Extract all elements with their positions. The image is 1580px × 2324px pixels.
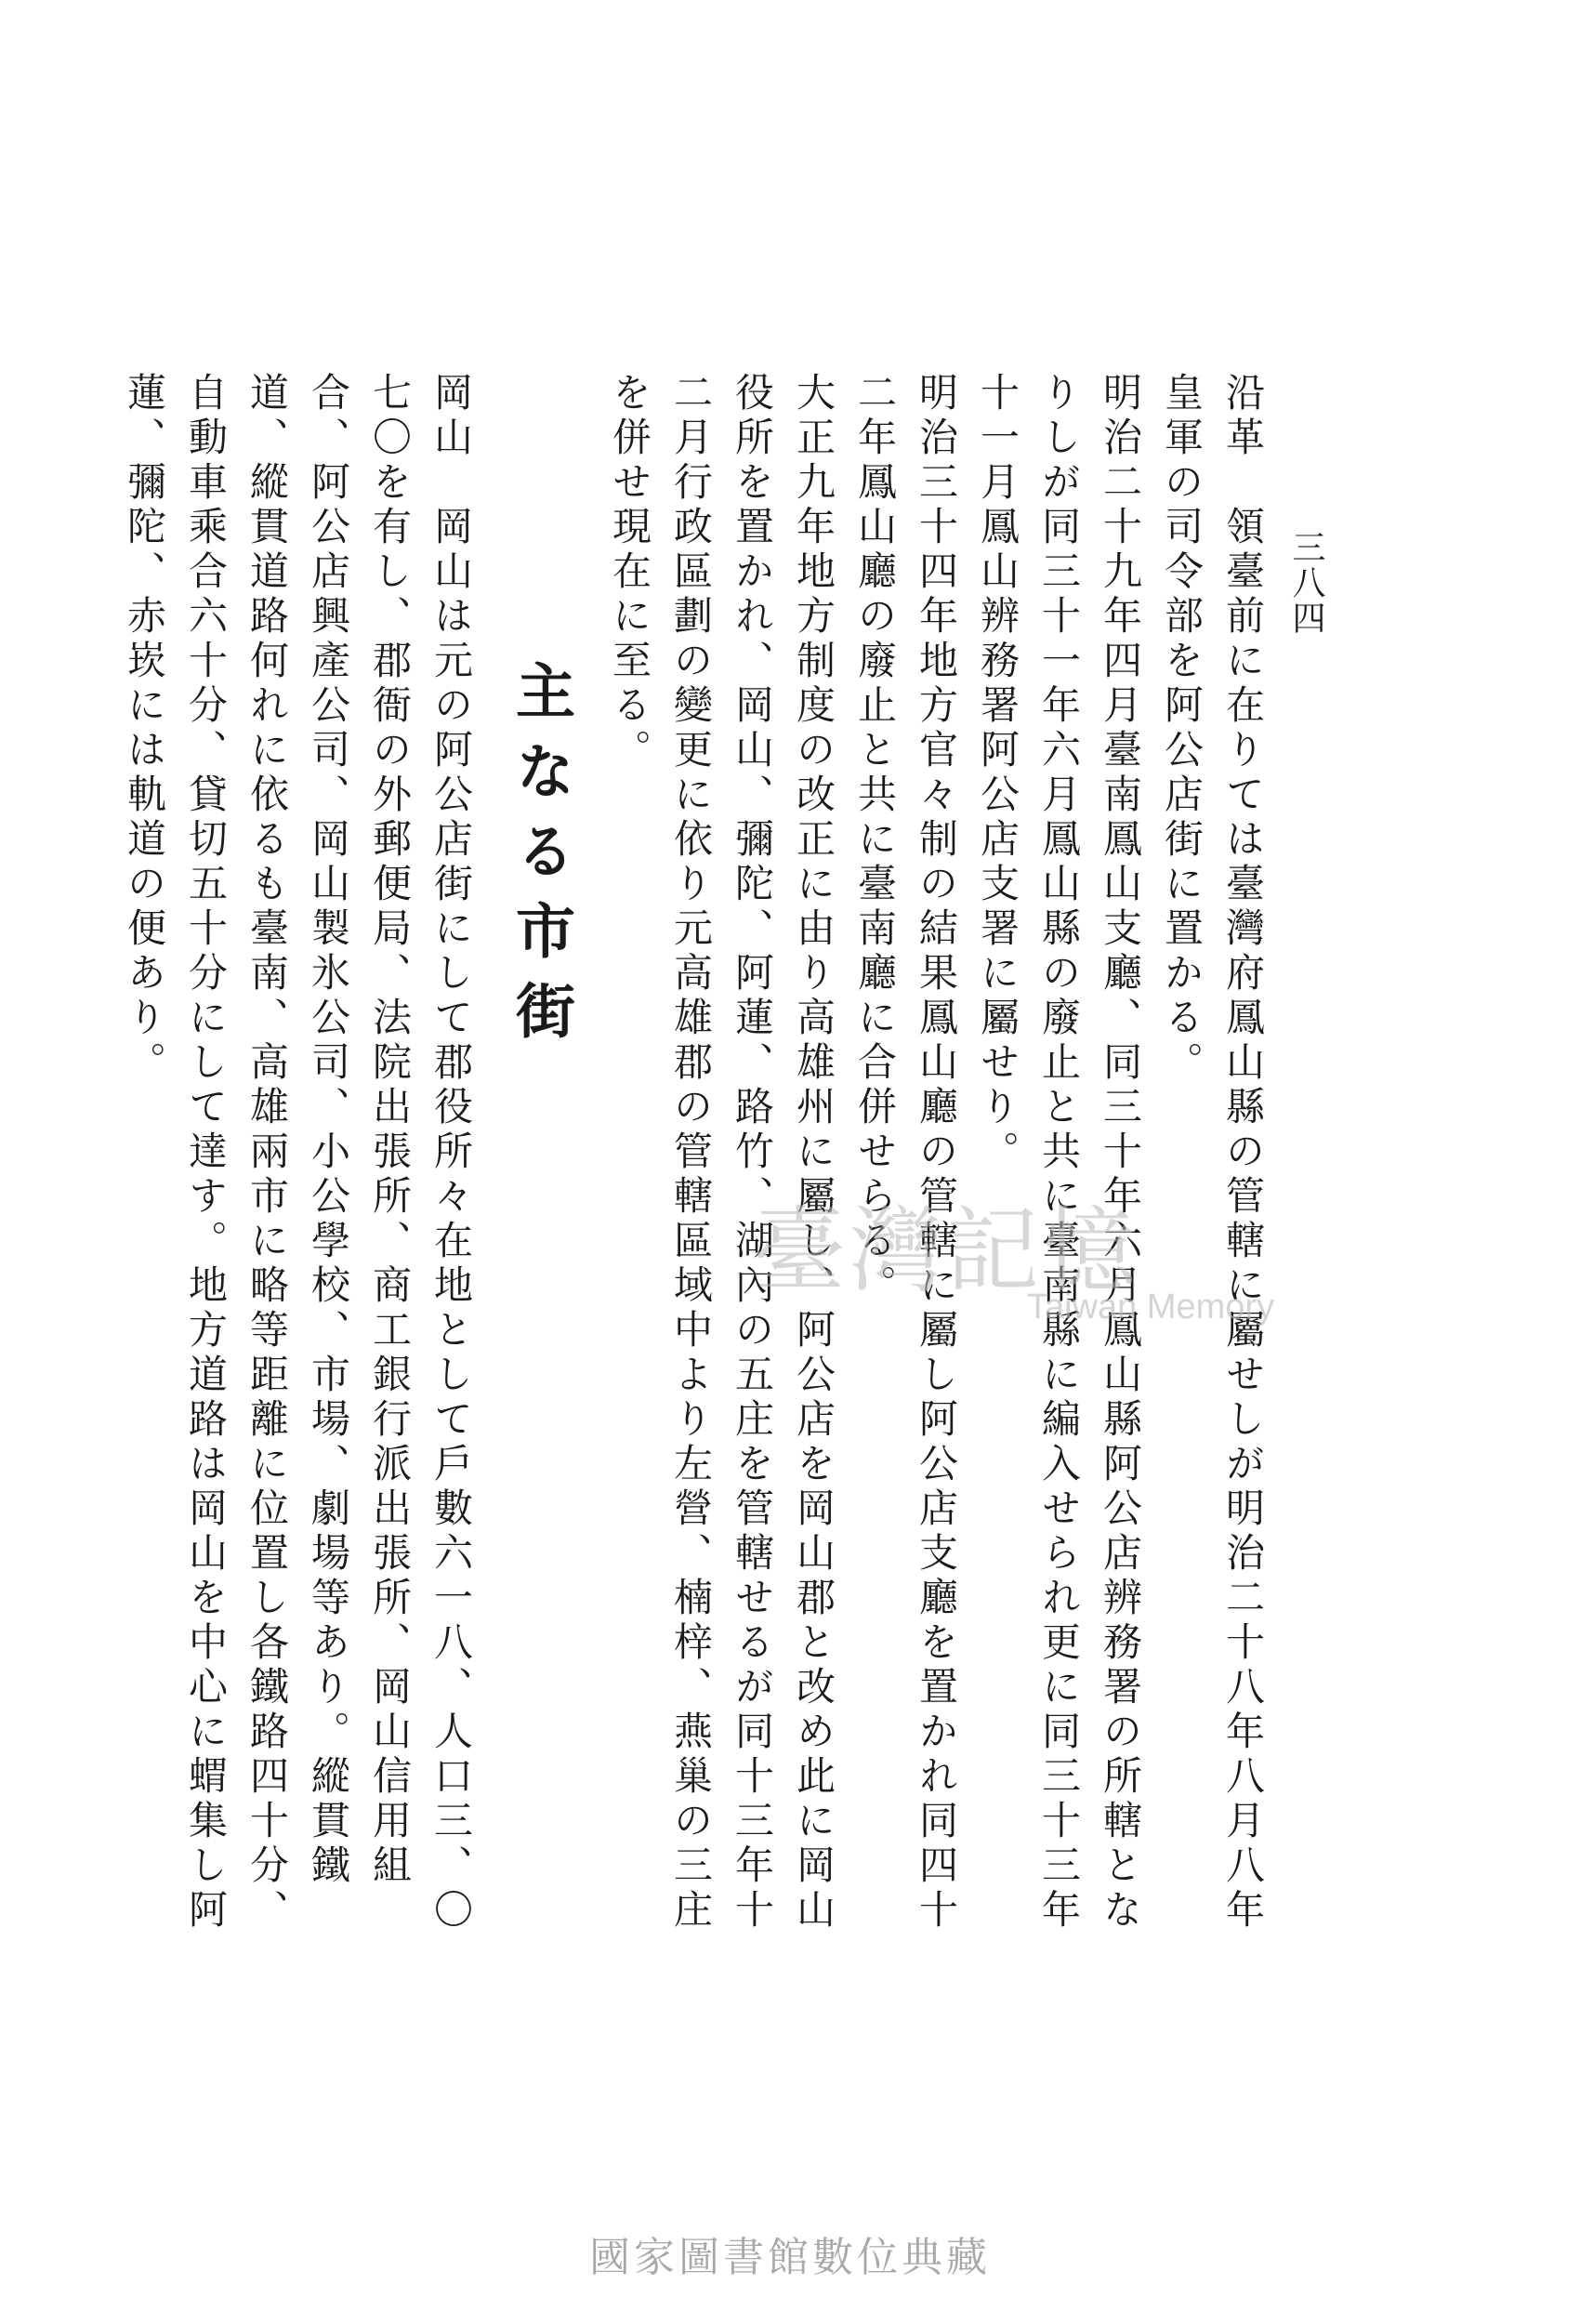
paragraph-history: 沿革 領臺前に在りては臺灣府鳳山縣の管轄に屬せしが明治二十八年八月八年皇軍の司令部を阿公店街に置かる。 bbox=[1159, 372, 1266, 1934]
watermark-subtitle: Taiwan Memory bbox=[1027, 1287, 1275, 1327]
page-number: 三八四 bbox=[1287, 530, 1325, 636]
paragraph-taisho-9: 大正九年地方制度の改正に由り高雄州に屬し、阿公店を岡山郡と改め此に岡山役所を置かれ、岡山、彌陀、阿蓮、路竹、湖內の五庄を管轄せるが同十三年十二月行政區劃の變更に依り元高雄郡の管轄區域中より左營、楠梓、燕巢の三庄を併せ現在に至る。 bbox=[607, 372, 836, 1934]
section-heading: 主なる市街 bbox=[506, 660, 575, 1060]
footer-collection-label: 國家圖書館數位典藏 bbox=[589, 2234, 991, 2281]
paragraph-meiji-34: 明治三十四年地方官々制の結果鳳山廳の管轄に屬し阿公店支廳を置かれ同四十二年鳳山廳の廢止と共に臺南廳に合併せらる。 bbox=[852, 372, 959, 1934]
watermark-logo: 臺灣記憶 bbox=[753, 1196, 1139, 1305]
paragraph-meiji-29: 明治二十九年四月臺南鳳山支廳、同三十年六月鳳山縣阿公店辨務署の所轄となりしが同三十一年六月鳳山縣の廢止と共に臺南縣に編入せられ更に同三十三年十一月鳳山辨務署阿公店支署に屬せり。 bbox=[975, 372, 1143, 1934]
body-text bbox=[122, 372, 1273, 1934]
paragraph-okayama: 岡山 岡山は元の阿公店街にして郡役所々在地として戶數六一八、人口三、〇七〇を有し、郡衙の外郵便局、法院出張所、商工銀行派出張所、岡山信用組合、阿公店興產公司、岡山製氷公司、小公學校、市場、劇場等あり。縱貫鐵道、縱貫道路何れに依るも臺南、高雄兩市に略等距離に位置し各鐵路四十分、自動車乘合六十分、貸切五十分にして達す。地方道路は岡山を中心に蝟集し阿蓮、彌陀、赤崁には軌道の便あり。 bbox=[122, 372, 474, 1934]
